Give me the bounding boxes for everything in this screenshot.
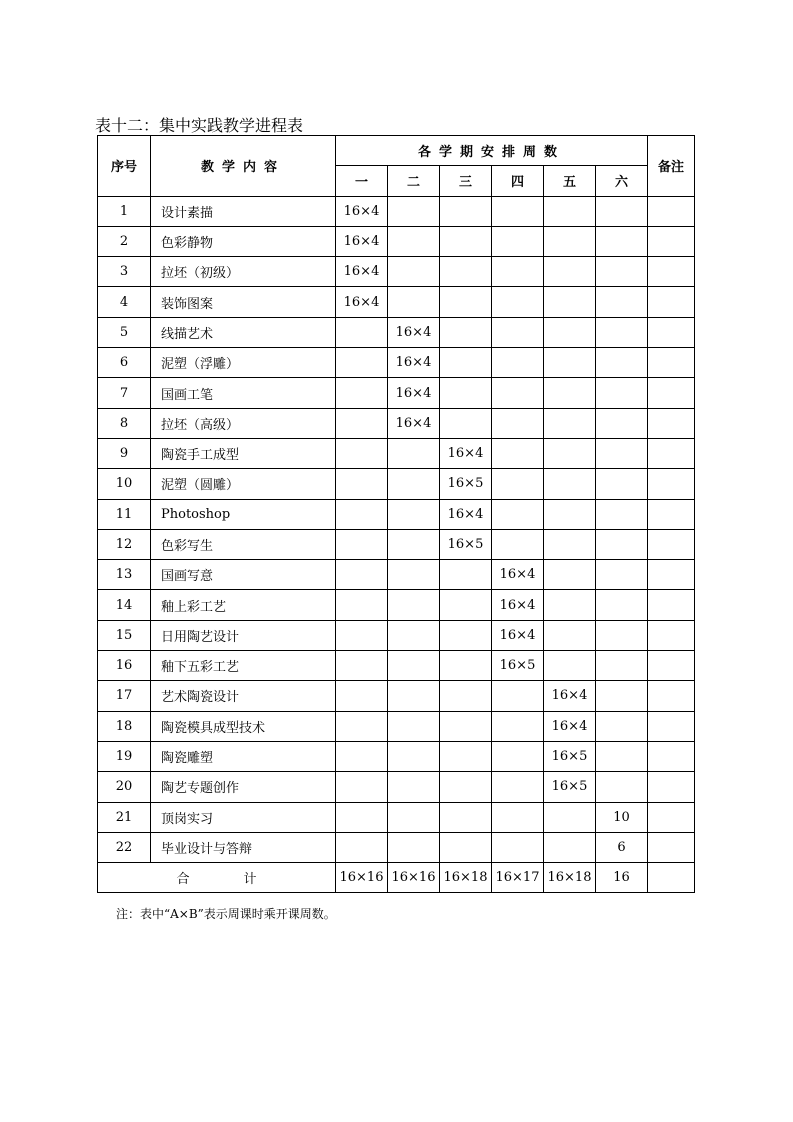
row-semester-1-cell bbox=[336, 378, 388, 408]
row-semester-1-cell bbox=[336, 499, 388, 529]
row-semester-6-cell bbox=[596, 378, 648, 408]
row-semester-1-cell bbox=[336, 802, 388, 832]
row-semester-6-cell bbox=[596, 590, 648, 620]
row-remark-cell bbox=[648, 741, 695, 771]
row-remark-cell bbox=[648, 469, 695, 499]
row-semester-2-cell bbox=[388, 438, 440, 468]
row-semester-5-cell bbox=[544, 832, 596, 862]
total-cell: 16×18 bbox=[440, 863, 492, 893]
row-course-name-cell: 釉上彩工艺 bbox=[151, 590, 336, 620]
row-semester-5-cell bbox=[544, 287, 596, 317]
row-seq-cell: 15 bbox=[98, 620, 151, 650]
row-semester-1-cell: 16×4 bbox=[336, 196, 388, 226]
table-row bbox=[98, 469, 695, 499]
row-semester-6-cell bbox=[596, 196, 648, 226]
row-semester-6-cell: 10 bbox=[596, 802, 648, 832]
row-semester-1-cell bbox=[336, 348, 388, 378]
row-semester-2-cell bbox=[388, 802, 440, 832]
row-seq-cell: 14 bbox=[98, 590, 151, 620]
total-label bbox=[98, 863, 336, 893]
row-remark-cell bbox=[648, 711, 695, 741]
row-course-name-cell: 釉下五彩工艺 bbox=[151, 651, 336, 681]
row-remark-cell bbox=[648, 287, 695, 317]
table-row bbox=[98, 196, 695, 226]
row-semester-6-cell bbox=[596, 499, 648, 529]
row-course-name-cell: 设计素描 bbox=[151, 196, 336, 226]
header-semester-5: 五 bbox=[544, 166, 596, 196]
row-semester-1-cell bbox=[336, 408, 388, 438]
row-semester-1-cell bbox=[336, 741, 388, 771]
row-remark-cell bbox=[648, 529, 695, 559]
row-semester-2-cell: 16×4 bbox=[388, 408, 440, 438]
row-seq-cell: 1 bbox=[98, 196, 151, 226]
row-semester-2-cell bbox=[388, 711, 440, 741]
row-semester-5-cell bbox=[544, 590, 596, 620]
row-semester-5-cell bbox=[544, 560, 596, 590]
header-content: 教学内容 bbox=[151, 136, 336, 197]
row-seq-cell: 8 bbox=[98, 408, 151, 438]
row-semester-3-cell bbox=[440, 620, 492, 650]
total-cell: 16×18 bbox=[544, 863, 596, 893]
table-body bbox=[98, 196, 695, 863]
row-semester-4-cell bbox=[492, 287, 544, 317]
row-semester-5-cell bbox=[544, 317, 596, 347]
row-semester-3-cell bbox=[440, 317, 492, 347]
table-row bbox=[98, 438, 695, 468]
row-semester-4-cell bbox=[492, 802, 544, 832]
table-row bbox=[98, 317, 695, 347]
row-semester-6-cell bbox=[596, 711, 648, 741]
row-semester-6-cell bbox=[596, 408, 648, 438]
row-semester-3-cell bbox=[440, 408, 492, 438]
row-semester-5-cell bbox=[544, 802, 596, 832]
row-semester-6-cell bbox=[596, 257, 648, 287]
row-remark-cell bbox=[648, 317, 695, 347]
table-row bbox=[98, 620, 695, 650]
row-semester-3-cell bbox=[440, 560, 492, 590]
total-label-left: 合 bbox=[176, 872, 190, 888]
row-course-name-cell: 陶艺专题创作 bbox=[151, 772, 336, 802]
header-remarks: 备注 bbox=[648, 136, 695, 197]
row-semester-2-cell bbox=[388, 499, 440, 529]
row-course-name-cell: 泥塑（圆雕） bbox=[151, 469, 336, 499]
table-row bbox=[98, 590, 695, 620]
row-semester-3-cell: 16×5 bbox=[440, 529, 492, 559]
row-semester-6-cell bbox=[596, 438, 648, 468]
table-caption: 表十二：集中实践教学进程表 bbox=[95, 116, 304, 135]
row-semester-3-cell: 16×5 bbox=[440, 469, 492, 499]
row-course-name-cell: 国画写意 bbox=[151, 560, 336, 590]
row-seq-cell: 10 bbox=[98, 469, 151, 499]
table-row bbox=[98, 681, 695, 711]
row-semester-4-cell bbox=[492, 317, 544, 347]
row-semester-1-cell bbox=[336, 620, 388, 650]
row-seq-cell: 22 bbox=[98, 832, 151, 862]
row-semester-5-cell bbox=[544, 257, 596, 287]
row-seq-cell: 7 bbox=[98, 378, 151, 408]
row-semester-2-cell bbox=[388, 772, 440, 802]
row-semester-4-cell bbox=[492, 529, 544, 559]
row-semester-1-cell bbox=[336, 711, 388, 741]
row-semester-2-cell: 16×4 bbox=[388, 348, 440, 378]
row-seq-cell: 18 bbox=[98, 711, 151, 741]
row-semester-1-cell bbox=[336, 317, 388, 347]
row-semester-4-cell: 16×4 bbox=[492, 560, 544, 590]
row-semester-3-cell bbox=[440, 257, 492, 287]
row-semester-4-cell bbox=[492, 681, 544, 711]
row-semester-4-cell bbox=[492, 832, 544, 862]
row-remark-cell bbox=[648, 438, 695, 468]
row-semester-2-cell bbox=[388, 741, 440, 771]
row-semester-6-cell bbox=[596, 560, 648, 590]
row-semester-2-cell bbox=[388, 257, 440, 287]
table-footnote: 注：表中“A×B”表示周课时乘开课周数。 bbox=[116, 907, 336, 921]
row-semester-5-cell bbox=[544, 438, 596, 468]
row-course-name-cell: Photoshop bbox=[151, 499, 336, 529]
header-semester-1: 一 bbox=[336, 166, 388, 196]
row-semester-3-cell bbox=[440, 741, 492, 771]
row-seq-cell: 9 bbox=[98, 438, 151, 468]
row-remark-cell bbox=[648, 196, 695, 226]
row-semester-5-cell bbox=[544, 226, 596, 256]
row-semester-3-cell bbox=[440, 772, 492, 802]
row-semester-4-cell: 16×5 bbox=[492, 651, 544, 681]
row-semester-2-cell bbox=[388, 681, 440, 711]
row-semester-5-cell bbox=[544, 196, 596, 226]
total-cell: 16×17 bbox=[492, 863, 544, 893]
row-semester-3-cell: 16×4 bbox=[440, 438, 492, 468]
row-semester-1-cell: 16×4 bbox=[336, 226, 388, 256]
row-semester-4-cell bbox=[492, 499, 544, 529]
row-semester-5-cell bbox=[544, 529, 596, 559]
total-label-right: 计 bbox=[243, 872, 257, 888]
row-seq-cell: 16 bbox=[98, 651, 151, 681]
header-semester-3: 三 bbox=[440, 166, 492, 196]
row-seq-cell: 11 bbox=[98, 499, 151, 529]
row-course-name-cell: 日用陶艺设计 bbox=[151, 620, 336, 650]
total-cell: 16×16 bbox=[388, 863, 440, 893]
header-semester-4: 四 bbox=[492, 166, 544, 196]
row-semester-3-cell: 16×4 bbox=[440, 499, 492, 529]
row-course-name-cell: 色彩写生 bbox=[151, 529, 336, 559]
row-semester-2-cell bbox=[388, 832, 440, 862]
total-remark-cell bbox=[648, 863, 695, 893]
row-semester-6-cell bbox=[596, 469, 648, 499]
table-row bbox=[98, 802, 695, 832]
row-semester-2-cell bbox=[388, 469, 440, 499]
row-semester-4-cell bbox=[492, 378, 544, 408]
table-row bbox=[98, 348, 695, 378]
row-seq-cell: 2 bbox=[98, 226, 151, 256]
row-semester-4-cell: 16×4 bbox=[492, 590, 544, 620]
row-semester-1-cell bbox=[336, 529, 388, 559]
row-remark-cell bbox=[648, 348, 695, 378]
row-remark-cell bbox=[648, 408, 695, 438]
row-semester-5-cell: 16×4 bbox=[544, 711, 596, 741]
row-remark-cell bbox=[648, 257, 695, 287]
row-semester-1-cell bbox=[336, 590, 388, 620]
row-semester-2-cell bbox=[388, 226, 440, 256]
row-course-name-cell: 陶瓷模具成型技术 bbox=[151, 711, 336, 741]
row-course-name-cell: 陶瓷雕塑 bbox=[151, 741, 336, 771]
row-semester-3-cell bbox=[440, 681, 492, 711]
row-course-name-cell: 艺术陶瓷设计 bbox=[151, 681, 336, 711]
row-course-name-cell: 毕业设计与答辩 bbox=[151, 832, 336, 862]
row-semester-1-cell bbox=[336, 772, 388, 802]
row-semester-3-cell bbox=[440, 832, 492, 862]
row-semester-4-cell bbox=[492, 408, 544, 438]
row-semester-6-cell bbox=[596, 681, 648, 711]
row-semester-1-cell bbox=[336, 438, 388, 468]
row-remark-cell bbox=[648, 802, 695, 832]
table-row bbox=[98, 772, 695, 802]
table-row bbox=[98, 529, 695, 559]
row-semester-4-cell bbox=[492, 196, 544, 226]
row-semester-5-cell bbox=[544, 408, 596, 438]
row-semester-6-cell: 6 bbox=[596, 832, 648, 862]
row-semester-3-cell bbox=[440, 287, 492, 317]
row-semester-2-cell bbox=[388, 529, 440, 559]
row-semester-5-cell bbox=[544, 469, 596, 499]
table-row bbox=[98, 226, 695, 256]
row-semester-4-cell bbox=[492, 711, 544, 741]
row-course-name-cell: 陶瓷手工成型 bbox=[151, 438, 336, 468]
row-remark-cell bbox=[648, 378, 695, 408]
table-row bbox=[98, 560, 695, 590]
row-semester-4-cell bbox=[492, 772, 544, 802]
row-semester-6-cell bbox=[596, 287, 648, 317]
row-semester-1-cell bbox=[336, 651, 388, 681]
table-row bbox=[98, 741, 695, 771]
row-semester-2-cell bbox=[388, 620, 440, 650]
practice-schedule-table bbox=[97, 135, 695, 893]
row-semester-3-cell bbox=[440, 711, 492, 741]
row-course-name-cell: 泥塑（浮雕） bbox=[151, 348, 336, 378]
row-course-name-cell: 国画工笔 bbox=[151, 378, 336, 408]
table-row bbox=[98, 651, 695, 681]
row-semester-4-cell bbox=[492, 348, 544, 378]
row-semester-6-cell bbox=[596, 226, 648, 256]
row-semester-3-cell bbox=[440, 196, 492, 226]
row-semester-2-cell bbox=[388, 287, 440, 317]
row-semester-5-cell: 16×5 bbox=[544, 772, 596, 802]
row-semester-2-cell bbox=[388, 560, 440, 590]
row-semester-2-cell: 16×4 bbox=[388, 378, 440, 408]
row-seq-cell: 17 bbox=[98, 681, 151, 711]
row-seq-cell: 13 bbox=[98, 560, 151, 590]
row-remark-cell bbox=[648, 590, 695, 620]
row-remark-cell bbox=[648, 226, 695, 256]
row-remark-cell bbox=[648, 772, 695, 802]
row-semester-1-cell bbox=[336, 832, 388, 862]
row-semester-6-cell bbox=[596, 317, 648, 347]
total-row bbox=[98, 863, 695, 893]
table-row bbox=[98, 832, 695, 862]
row-semester-3-cell bbox=[440, 378, 492, 408]
row-semester-5-cell: 16×4 bbox=[544, 681, 596, 711]
row-semester-1-cell bbox=[336, 469, 388, 499]
row-semester-6-cell bbox=[596, 620, 648, 650]
row-semester-1-cell: 16×4 bbox=[336, 257, 388, 287]
row-course-name-cell: 装饰图案 bbox=[151, 287, 336, 317]
row-seq-cell: 21 bbox=[98, 802, 151, 832]
row-semester-1-cell: 16×4 bbox=[336, 287, 388, 317]
row-remark-cell bbox=[648, 620, 695, 650]
table-row bbox=[98, 408, 695, 438]
table-row bbox=[98, 711, 695, 741]
total-cell: 16×16 bbox=[336, 863, 388, 893]
row-semester-5-cell: 16×5 bbox=[544, 741, 596, 771]
row-semester-6-cell bbox=[596, 772, 648, 802]
row-semester-5-cell bbox=[544, 348, 596, 378]
row-semester-5-cell bbox=[544, 378, 596, 408]
row-semester-6-cell bbox=[596, 529, 648, 559]
row-semester-2-cell bbox=[388, 651, 440, 681]
row-semester-4-cell: 16×4 bbox=[492, 620, 544, 650]
row-course-name-cell: 拉坯（高级） bbox=[151, 408, 336, 438]
row-semester-2-cell bbox=[388, 196, 440, 226]
header-seq: 序号 bbox=[98, 136, 151, 197]
row-semester-5-cell bbox=[544, 620, 596, 650]
header-semesters-title: 各学期安排周数 bbox=[336, 136, 648, 166]
row-semester-6-cell bbox=[596, 651, 648, 681]
row-seq-cell: 4 bbox=[98, 287, 151, 317]
row-seq-cell: 5 bbox=[98, 317, 151, 347]
row-semester-2-cell bbox=[388, 590, 440, 620]
row-semester-3-cell bbox=[440, 590, 492, 620]
row-seq-cell: 20 bbox=[98, 772, 151, 802]
row-semester-1-cell bbox=[336, 681, 388, 711]
row-semester-3-cell bbox=[440, 226, 492, 256]
header-semester-6: 六 bbox=[596, 166, 648, 196]
total-cell: 16 bbox=[596, 863, 648, 893]
row-semester-4-cell bbox=[492, 741, 544, 771]
header-semester-2: 二 bbox=[388, 166, 440, 196]
row-semester-3-cell bbox=[440, 651, 492, 681]
row-remark-cell bbox=[648, 499, 695, 529]
row-semester-3-cell bbox=[440, 348, 492, 378]
table-row bbox=[98, 499, 695, 529]
table-row bbox=[98, 378, 695, 408]
row-semester-4-cell bbox=[492, 438, 544, 468]
row-remark-cell bbox=[648, 651, 695, 681]
row-semester-5-cell bbox=[544, 499, 596, 529]
row-remark-cell bbox=[648, 832, 695, 862]
row-seq-cell: 12 bbox=[98, 529, 151, 559]
row-seq-cell: 19 bbox=[98, 741, 151, 771]
row-course-name-cell: 顶岗实习 bbox=[151, 802, 336, 832]
row-semester-1-cell bbox=[336, 560, 388, 590]
row-semester-5-cell bbox=[544, 651, 596, 681]
row-semester-2-cell: 16×4 bbox=[388, 317, 440, 347]
row-course-name-cell: 色彩静物 bbox=[151, 226, 336, 256]
row-semester-6-cell bbox=[596, 741, 648, 771]
row-semester-6-cell bbox=[596, 348, 648, 378]
row-semester-3-cell bbox=[440, 802, 492, 832]
row-seq-cell: 6 bbox=[98, 348, 151, 378]
row-remark-cell bbox=[648, 560, 695, 590]
row-semester-4-cell bbox=[492, 226, 544, 256]
row-course-name-cell: 线描艺术 bbox=[151, 317, 336, 347]
row-semester-4-cell bbox=[492, 469, 544, 499]
row-semester-4-cell bbox=[492, 257, 544, 287]
row-seq-cell: 3 bbox=[98, 257, 151, 287]
row-remark-cell bbox=[648, 681, 695, 711]
table-row bbox=[98, 287, 695, 317]
table-row bbox=[98, 257, 695, 287]
row-course-name-cell: 拉坯（初级） bbox=[151, 257, 336, 287]
